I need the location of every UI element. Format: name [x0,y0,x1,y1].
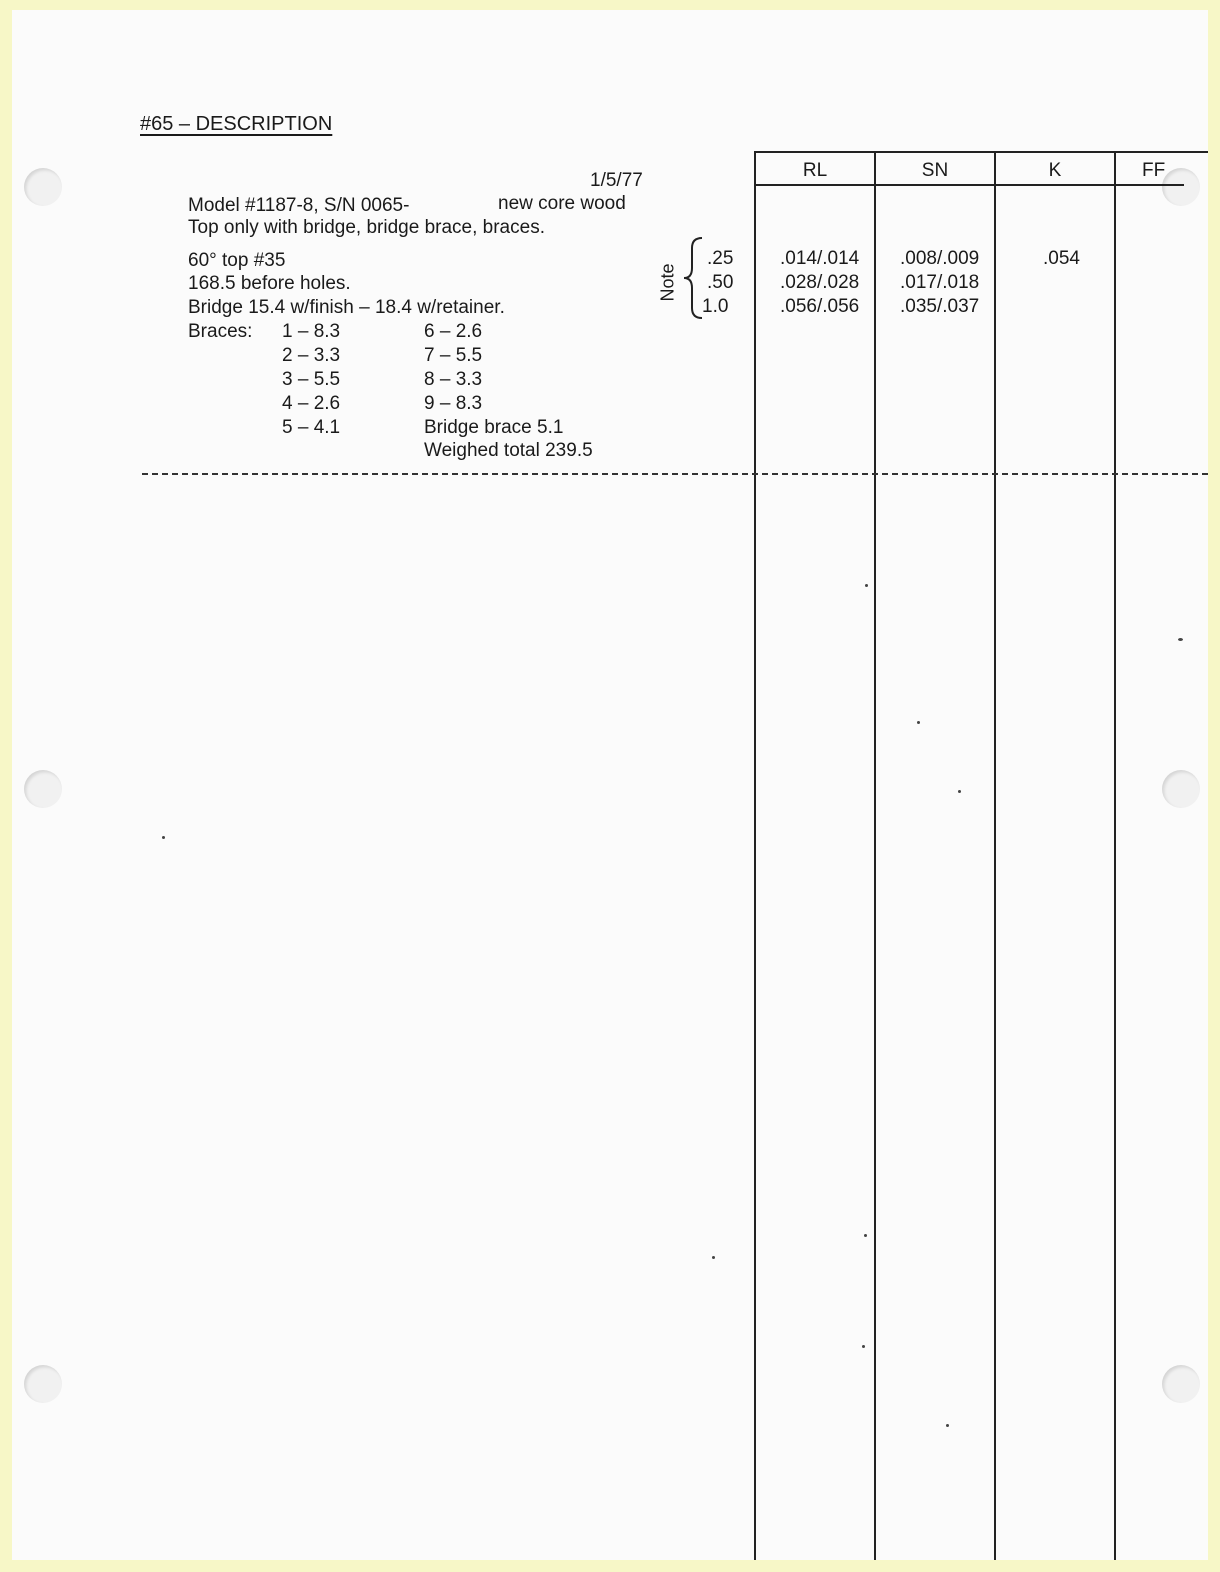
brace-item: 2 – 3.3 [282,345,341,366]
scan-speck [946,1424,949,1427]
brace-item: 4 – 2.6 [282,393,341,414]
brace-item: 3 – 5.5 [282,369,341,390]
table-header-rule [754,184,1184,186]
column-header-rl: RL [802,160,828,181]
column-header-ff: FF [1142,160,1166,181]
rl-value: .056/.056 [780,296,860,317]
note-load: .25 [707,248,734,269]
table-column-divider [874,151,876,1560]
column-header-k: K [1048,160,1062,181]
brace-item: 9 – 8.3 [424,393,483,414]
punch-hole-right-middle [1162,770,1200,808]
punch-hole-right-bottom [1162,1365,1200,1403]
entry-separator [142,473,1208,475]
brace-item: 1 – 8.3 [282,321,341,342]
note-label: Note [657,263,678,302]
sn-value: .017/.018 [900,272,980,293]
punch-hole-left-top [24,168,62,206]
note-load: 1.0 [702,296,729,317]
brace-item: 6 – 2.6 [424,321,483,342]
scan-speck [162,836,165,839]
scan-speck [865,584,868,587]
k-value: .054 [1043,248,1080,269]
brace-item: 5 – 4.1 [282,417,341,438]
document-page [12,10,1208,1560]
bridge-brace-line: Bridge brace 5.1 [424,417,564,438]
weighed-total-line: Weighed total 239.5 [424,440,593,461]
brace-item: 8 – 3.3 [424,369,483,390]
note-load: .50 [707,272,734,293]
brace-item: 7 – 5.5 [424,345,483,366]
scan-speck [864,1234,867,1237]
core-wood-line: new core wood [498,193,626,214]
table-column-divider [1114,151,1116,1560]
punch-hole-left-bottom [24,1365,62,1403]
sn-value: .035/.037 [900,296,980,317]
scan-speck [917,721,920,724]
table-column-divider [754,151,756,1560]
punch-hole-left-middle [24,770,62,808]
scan-speck [958,790,961,793]
bridge-line: Bridge 15.4 w/finish – 18.4 w/retainer. [188,297,505,318]
scan-speck [712,1256,715,1259]
scan-speck [1178,638,1183,641]
date: 1/5/77 [590,170,643,191]
before-holes-line: 168.5 before holes. [188,273,351,294]
table-column-divider [994,151,996,1560]
top-line: 60° top #35 [188,250,286,271]
rl-value: .028/.028 [780,272,860,293]
rl-value: .014/.014 [780,248,860,269]
model-line: Model #1187-8, S/N 0065- [188,195,410,216]
braces-label: Braces: [188,321,253,342]
top-only-line: Top only with bridge, bridge brace, braces. [188,217,545,238]
scan-speck [862,1345,865,1348]
table-top-rule [754,151,1208,153]
sn-value: .008/.009 [900,248,980,269]
column-header-sn: SN [921,160,949,181]
page-heading: #65 – DESCRIPTION [140,113,333,135]
curly-brace-icon [682,236,704,320]
